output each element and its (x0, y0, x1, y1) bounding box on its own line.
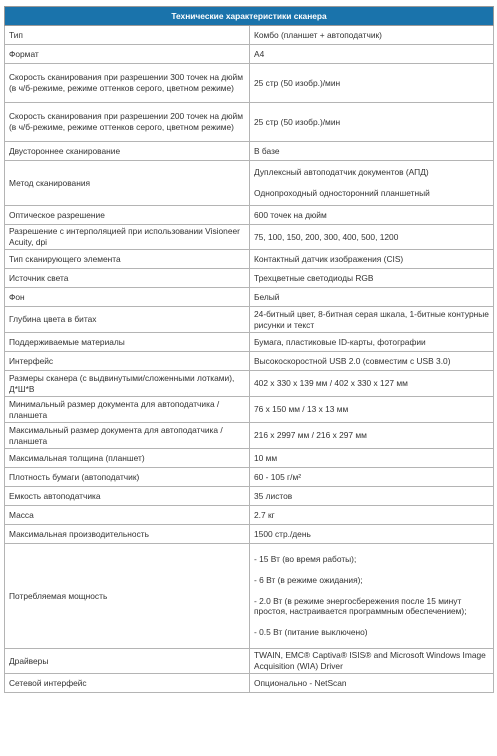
spec-value-line: Однопроходный односторонний планшетный (254, 188, 430, 198)
table-row (5, 487, 494, 506)
table-row (5, 45, 494, 64)
table-title: Технические характеристики сканера (5, 7, 494, 26)
spec-label: Разрешение с интерполяцией при использовании Visioneer Acuity, dpi (5, 225, 250, 250)
spec-label: Метод сканирования (5, 161, 250, 206)
spec-label: Максимальная толщина (планшет) (5, 449, 250, 468)
spec-value: 216 x 2997 мм / 216 x 297 мм (250, 423, 494, 449)
spec-value: Белый (250, 288, 494, 307)
table-row (5, 352, 494, 371)
spec-label: Скорость сканирования при разрешении 200 точек на дюйм (в ч/б-режиме, режиме оттенков серого, цветном режиме) (5, 103, 250, 142)
spec-label: Масса (5, 506, 250, 525)
spec-label: Плотность бумаги (автоподатчик) (5, 468, 250, 487)
spec-value-line: - 0.5 Вт (питание выключено) (254, 627, 368, 638)
table-row (5, 206, 494, 225)
table-row (5, 525, 494, 544)
spec-value: Трехцветные светодиоды RGB (250, 269, 494, 288)
spec-value: 35 листов (250, 487, 494, 506)
spec-value-line: - 15 Вт (во время работы); (254, 554, 357, 564)
spec-label: Драйверы (5, 649, 250, 674)
table-row (5, 161, 494, 206)
table-row (5, 423, 494, 449)
spec-label: Тип (5, 26, 250, 45)
spec-label: Максимальный размер документа для автоподатчика / планшета (5, 423, 250, 449)
table-row (5, 307, 494, 333)
table-row (5, 397, 494, 423)
spec-label: Тип сканирующего элемента (5, 250, 250, 269)
spec-label: Источник света (5, 269, 250, 288)
spec-value-line: - 6 Вт (в режиме ожидания); (254, 574, 363, 585)
spec-value: 25 стр (50 изобр.)/мин (250, 103, 494, 142)
spec-value: A4 (250, 45, 494, 64)
spec-label: Сетевой интерфейс (5, 674, 250, 693)
spec-value: Высокоскоростной USB 2.0 (совместим с USB 3.0) (250, 352, 494, 371)
spec-label: Интерфейс (5, 352, 250, 371)
spec-value: Опционально - NetScan (250, 674, 494, 693)
spec-value: 24-битный цвет, 8-битная серая шкала, 1-битные контурные рисунки и текст (250, 307, 494, 333)
table-header-row (5, 7, 494, 26)
spec-value (250, 161, 494, 206)
table-row (5, 103, 494, 142)
spec-value: 402 x 330 x 139 мм / 402 x 330 x 127 мм (250, 371, 494, 397)
spec-value-line: Дуплексный автоподатчик документов (АПД) (254, 167, 429, 178)
table-row (5, 649, 494, 674)
spec-value: TWAIN, EMC® Captiva® ISIS® and Microsoft Windows Image Acquisition (WIA) Driver (250, 649, 494, 674)
spec-label: Двустороннее сканирование (5, 142, 250, 161)
spec-value: Контактный датчик изображения (CIS) (250, 250, 494, 269)
table-row (5, 142, 494, 161)
spec-label: Глубина цвета в битах (5, 307, 250, 333)
spec-table (4, 6, 494, 693)
table-row (5, 64, 494, 103)
spec-value: Комбо (планшет + автоподатчик) (250, 26, 494, 45)
spec-value: 10 мм (250, 449, 494, 468)
spec-label: Максимальная производительность (5, 525, 250, 544)
spec-label: Поддерживаемые материалы (5, 333, 250, 352)
table-row (5, 225, 494, 250)
table-row (5, 449, 494, 468)
spec-value: 76 x 150 мм / 13 x 13 мм (250, 397, 494, 423)
table-row (5, 468, 494, 487)
table-row (5, 674, 494, 693)
table-row (5, 26, 494, 45)
table-row (5, 250, 494, 269)
spec-label: Оптическое разрешение (5, 206, 250, 225)
table-row (5, 288, 494, 307)
spec-label: Минимальный размер документа для автоподатчика / планшета (5, 397, 250, 423)
spec-value: 60 - 105 г/м² (250, 468, 494, 487)
spec-value: 600 точек на дюйм (250, 206, 494, 225)
table-row (5, 371, 494, 397)
spec-label: Фон (5, 288, 250, 307)
spec-label: Формат (5, 45, 250, 64)
spec-body (5, 26, 494, 693)
spec-value: 1500 стр./день (250, 525, 494, 544)
table-row (5, 544, 494, 649)
spec-label: Емкость автоподатчика (5, 487, 250, 506)
spec-value-line: - 2.0 Вт (в режиме энергосбережения после 15 минут простоя, настраивается программным обеспечением); (254, 595, 467, 617)
spec-label: Потребляемая мощность (5, 544, 250, 649)
table-row (5, 333, 494, 352)
table-row (5, 506, 494, 525)
table-row (5, 269, 494, 288)
spec-value: В базе (250, 142, 494, 161)
spec-value (250, 544, 494, 649)
spec-value: Бумага, пластиковые ID-карты, фотографии (250, 333, 494, 352)
spec-label: Скорость сканирования при разрешении 300 точек на дюйм (в ч/б-режиме, режиме оттенков серого, цветном режиме) (5, 64, 250, 103)
spec-value: 2.7 кг (250, 506, 494, 525)
spec-value: 75, 100, 150, 200, 300, 400, 500, 1200 (250, 225, 494, 250)
spec-label: Размеры сканера (с выдвинутыми/сложенными лотками), Д*Ш*В (5, 371, 250, 397)
spec-value: 25 стр (50 изобр.)/мин (250, 64, 494, 103)
